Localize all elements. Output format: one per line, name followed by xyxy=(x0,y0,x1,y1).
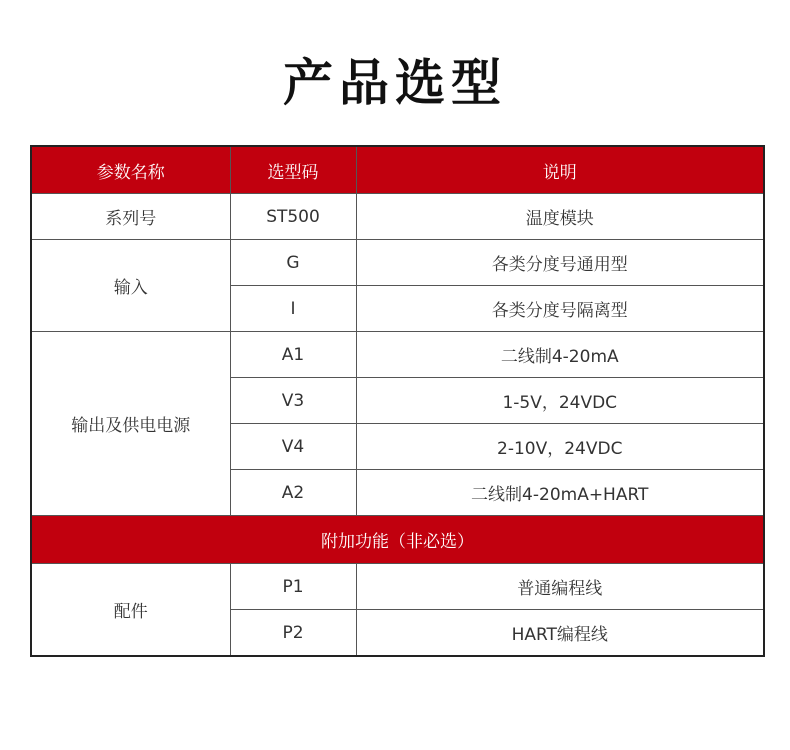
optional-section-title: 附加功能（非必选） xyxy=(31,516,764,564)
selection-table xyxy=(30,145,765,657)
code-cell: P2 xyxy=(230,610,356,657)
description-cell: 温度模块 xyxy=(356,194,764,240)
description-cell: 二线制4-20mA+HART xyxy=(356,470,764,516)
code-cell: A1 xyxy=(230,332,356,378)
code-cell: ST500 xyxy=(230,194,356,240)
description-cell: 各类分度号通用型 xyxy=(356,240,764,286)
code-cell: I xyxy=(230,286,356,332)
table-row xyxy=(31,564,764,610)
param-name-accessories: 配件 xyxy=(31,564,230,657)
header-param-name: 参数名称 xyxy=(31,146,230,194)
optional-section-row xyxy=(31,516,764,564)
code-cell: A2 xyxy=(230,470,356,516)
header-code: 选型码 xyxy=(230,146,356,194)
page-title: 产品选型 xyxy=(283,54,507,112)
description-cell: 二线制4-20mA xyxy=(356,332,764,378)
description-cell: HART编程线 xyxy=(356,610,764,657)
header-description: 说明 xyxy=(356,146,764,194)
description-cell: 普通编程线 xyxy=(356,564,764,610)
description-cell: 各类分度号隔离型 xyxy=(356,286,764,332)
code-cell: V3 xyxy=(230,378,356,424)
table-header-row xyxy=(31,146,764,194)
code-cell: V4 xyxy=(230,424,356,470)
table-row xyxy=(31,194,764,240)
code-cell: P1 xyxy=(230,564,356,610)
param-name-series: 系列号 xyxy=(31,194,230,240)
description-cell: 2-10V，24VDC xyxy=(356,424,764,470)
code-cell: G xyxy=(230,240,356,286)
table-row xyxy=(31,332,764,378)
param-name-input: 输入 xyxy=(31,240,230,332)
param-name-output: 输出及供电电源 xyxy=(31,332,230,516)
description-cell: 1-5V，24VDC xyxy=(356,378,764,424)
table-row xyxy=(31,240,764,286)
